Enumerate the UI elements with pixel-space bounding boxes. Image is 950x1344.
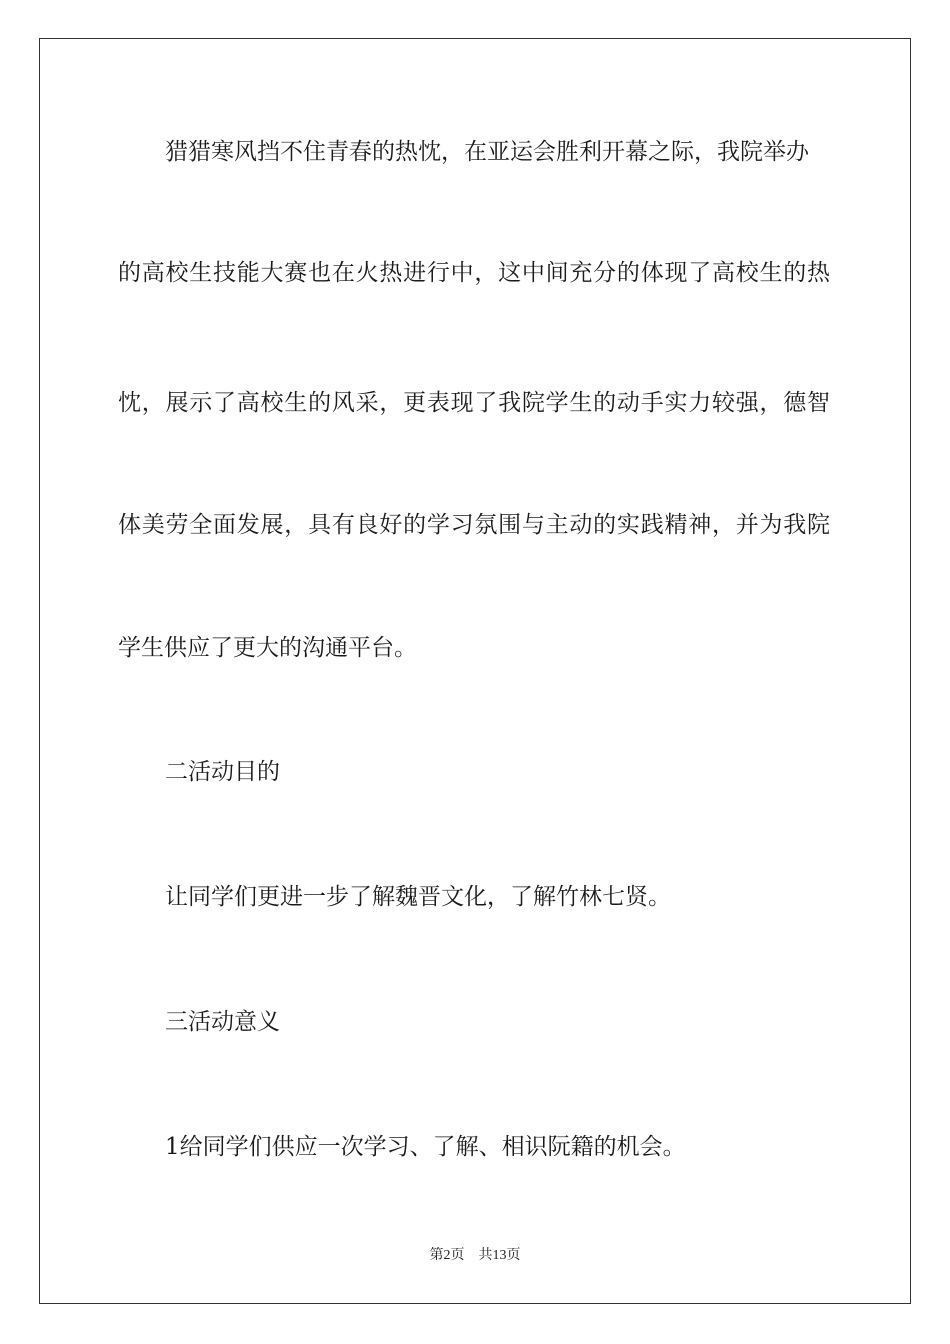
section-heading-goal: 二活动目的 [165,759,280,785]
paragraph-line-3: 忱，展示了高校生的风采，更表现了我院学生的动手实力较强，德智 [118,390,830,416]
page-footer [0,1247,950,1265]
paragraph-line-5: 学生供应了更大的沟通平台。 [118,635,417,661]
section-heading-significance: 三活动意义 [165,1009,280,1035]
paragraph-line-2: 的高校生技能大赛也在火热进行中，这中间充分的体现了高校生的热 [118,260,830,286]
paragraph-line-4: 体美劳全面发展，具有良好的学习氛围与主动的实践精神，并为我院 [118,512,830,538]
page-total: 共13页 [478,1248,521,1263]
goal-paragraph: 让同学们更进一步了解魏晋文化，了解竹林七贤。 [165,884,671,910]
significance-paragraph: 1给同学们供应一次学习、了解、相识阮籍的机会。 [165,1134,686,1160]
paragraph-line-1: 猎猎寒风挡不住青春的热忱，在亚运会胜利开幕之际，我院举办 [165,139,809,165]
page-border [39,38,911,1304]
page-number: 第2页 [429,1248,465,1263]
